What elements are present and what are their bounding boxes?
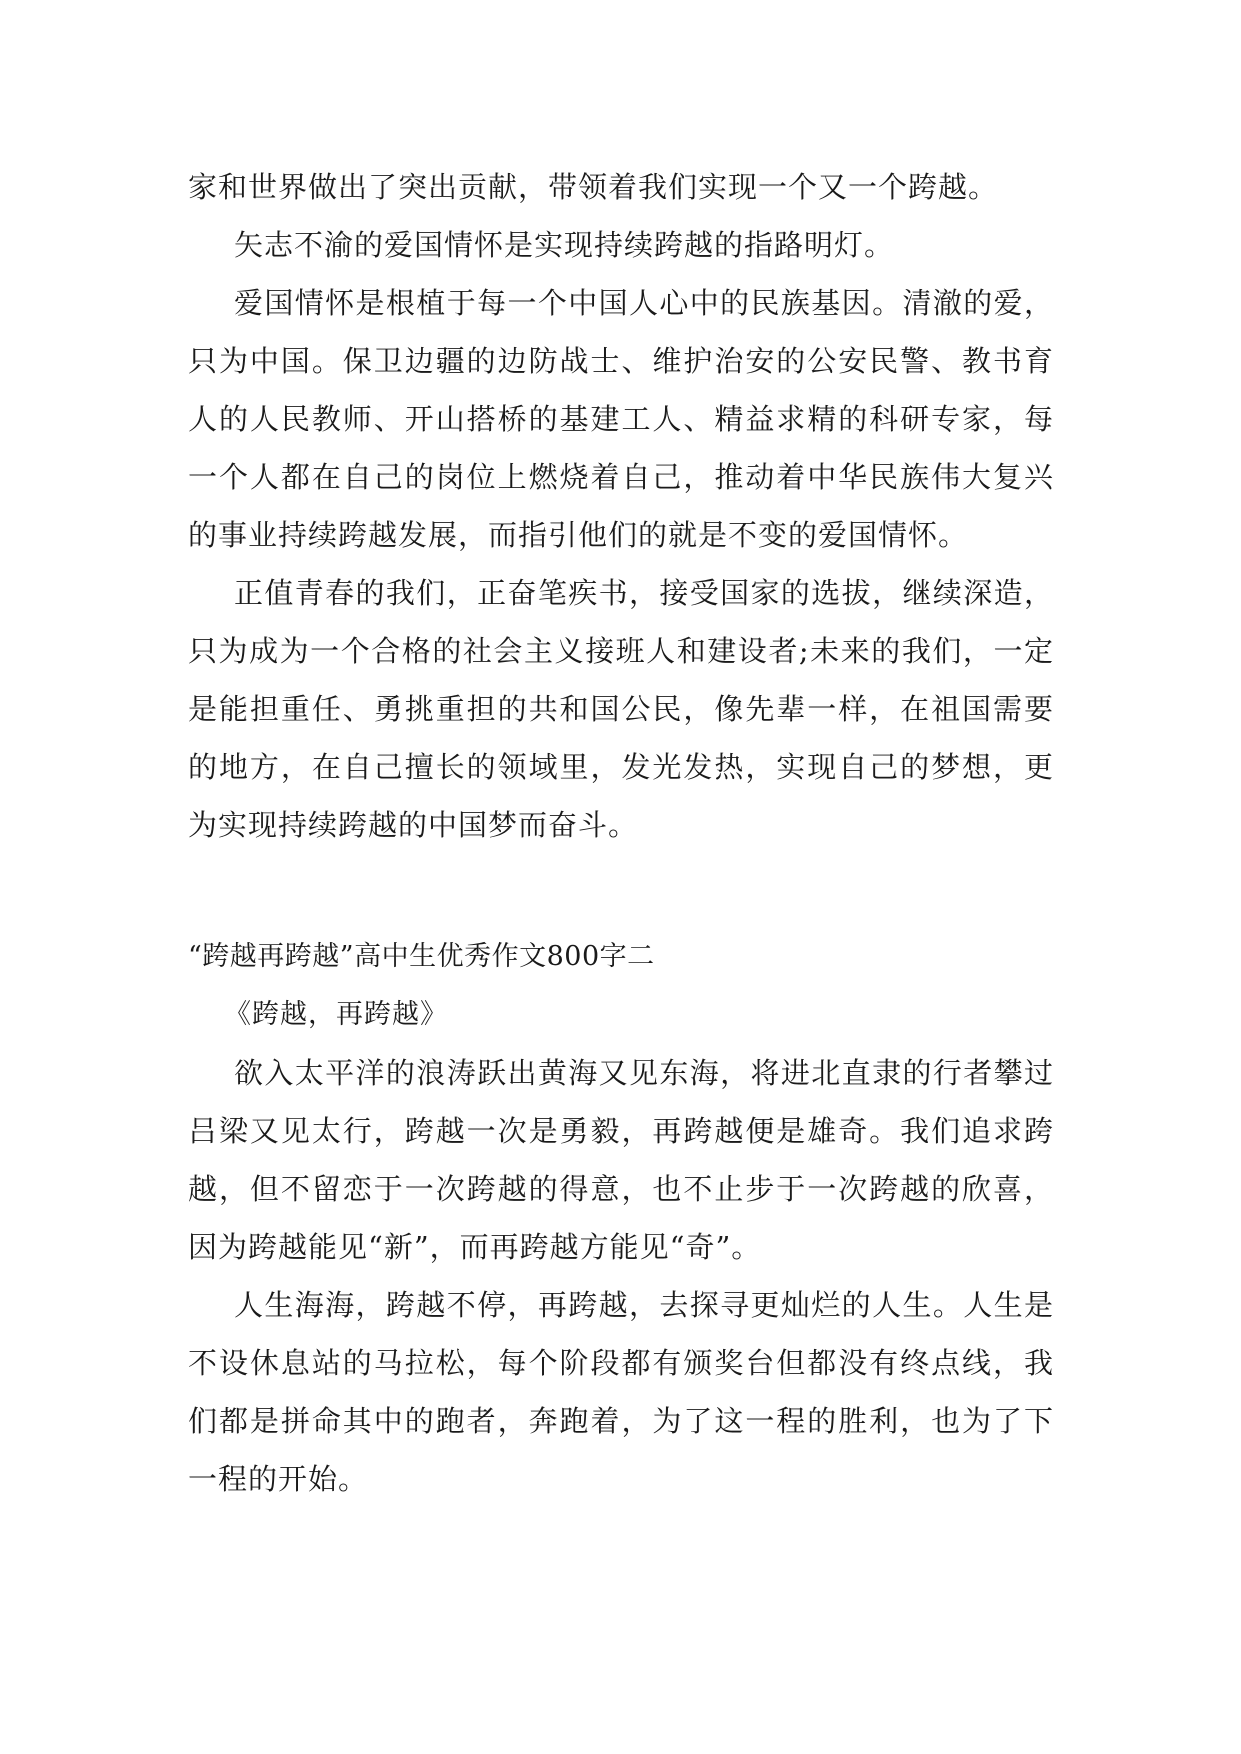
document-page bbox=[188, 158, 1054, 1508]
paragraph-patriotism-gene: 爱国情怀是根植于每一个中国人心中的民族基因。清澈的爱，只为中国。保卫边疆的边防战士、维护治安的公安民警、教书育人的人民教师、开山搭桥的基建工人、精益求精的科研专家，每一个人都在自己的岗位上燃烧着自己，推动着中华民族伟大复兴的事业持续跨越发展，而指引他们的就是不变的爱国情怀。 bbox=[188, 286, 1054, 552]
paragraph-essay-intro: 欲入太平洋的浪涛跃出黄海又见东海，将进北直隶的行者攀过吕梁又见太行，跨越一次是勇毅，再跨越便是雄奇。我们追求跨越，但不留恋于一次跨越的得意，也不止步于一次跨越的欣喜，因为跨越能见“新”，而再跨越方能见“奇”。 bbox=[188, 1056, 1054, 1264]
section-spacer bbox=[188, 854, 1054, 928]
paragraph-continuation: 家和世界做出了突出贡献，带领着我们实现一个又一个跨越。 bbox=[188, 170, 999, 204]
paragraph-essay-life: 人生海海，跨越不停，再跨越，去探寻更灿烂的人生。人生是不设休息站的马拉松，每个阶段都有颁奖台但都没有终点线，我们都是拼命其中的跑者，奔跑着，为了这一程的胜利，也为了下一程的开始。 bbox=[188, 1288, 1054, 1496]
paragraph-patriotism-thesis: 矢志不渝的爱国情怀是实现持续跨越的指路明灯。 bbox=[234, 228, 895, 262]
essay-heading: “跨越再跨越”高中生优秀作文800字二 bbox=[188, 941, 655, 972]
paragraph-youth: 正值青春的我们，正奋笔疾书，接受国家的选拔，继续深造，只为成为一个合格的社会主义接班人和建设者;未来的我们，一定是能担重任、勇挑重担的共和国公民，像先辈一样，在祖国需要的地方，在自己擅长的领域里，发光发热，实现自己的梦想，更为实现持续跨越的中国梦而奋斗。 bbox=[188, 576, 1054, 842]
essay-title: 《跨越，再跨越》 bbox=[224, 999, 448, 1030]
